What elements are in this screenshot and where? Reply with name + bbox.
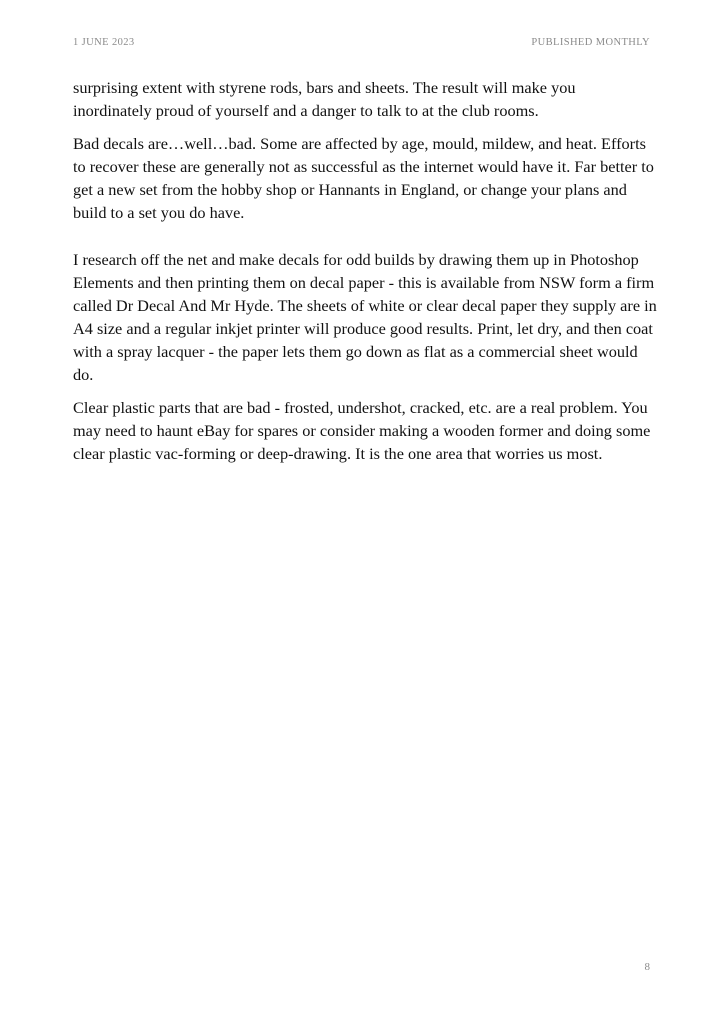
publication-frequency: PUBLISHED MONTHLY <box>531 37 650 48</box>
paragraph-clear-parts: Clear plastic parts that are bad - frosted, undershot, cracked, etc. are a real problem. You may need to haunt eBay for spares or consider making a wooden former and doing some clear plastic vac-forming or deep-drawing. It is the one area that worries us most. <box>73 397 651 463</box>
paragraph-styrene: surprising extent with styrene rods, bars and sheets. The result will make you inordinately proud of yourself and a danger to talk to at the club rooms. <box>73 78 576 120</box>
article-body <box>73 77 658 476</box>
issue-date: 1 JUNE 2023 <box>73 37 135 48</box>
paragraph-bad-decals: Bad decals are…well…bad. Some are affected by age, mould, mildew, and heat. Efforts to recover these are generally not as successful as the internet would have it. Far better to get a new set from the hobby shop or Hannants in England, or change your plans and build to a set you do have. <box>73 133 654 222</box>
page-number: 8 <box>644 961 650 973</box>
page-header <box>73 37 650 51</box>
paragraph-decal-making: I research off the net and make decals for odd builds by drawing them up in Photoshop Elements and then printing them on decal paper - this is available from NSW form a firm called Dr Decal And Mr Hyde. The sheets of white or clear decal paper they supply are in A4 size and a regular inkjet printer will produce good results. Print, let dry, and then coat with a spray lacquer - the paper lets them go down as flat as a commercial sheet would do. <box>73 250 657 384</box>
